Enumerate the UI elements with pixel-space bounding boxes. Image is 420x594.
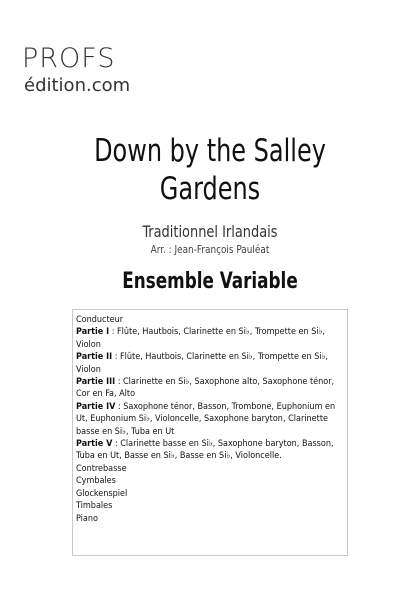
part-timbales: Timbales xyxy=(76,501,113,512)
part-1 xyxy=(76,326,345,351)
part-2-label: Partie II xyxy=(76,352,113,363)
logo-edition-text: édition.com xyxy=(24,75,131,96)
publisher-logo xyxy=(22,44,162,106)
part-3-label: Partie III xyxy=(76,377,116,388)
score-title xyxy=(29,132,390,208)
part-3 xyxy=(76,376,345,401)
part-4-instruments: : Saxophone ténor, Basson, Trombone, Euphonium en Ut, Euphonium Si♭, Violoncelle, Saxophone baryton, Clarinette basse en Si♭, Tuba en Ut xyxy=(76,401,336,437)
part-5 xyxy=(76,438,345,463)
part-4 xyxy=(76,401,345,438)
arranger-credit: Arr. : Jean-François Pauléat xyxy=(150,243,270,256)
part-5-label: Partie V xyxy=(76,439,113,450)
logo-profs-text: PROFS xyxy=(22,43,116,74)
parts-list xyxy=(72,309,348,556)
part-5-instruments: : Clarinette basse en Si♭, Saxophone baryton, Basson, Tuba en Ut, Basse en Si♭, Basse en Si♭, Violoncelle. xyxy=(76,439,334,462)
score-title-line-1: Down by the Salley xyxy=(94,133,326,169)
part-glockenspiel: Glockenspiel xyxy=(76,488,128,499)
score-title-line-2: Gardens xyxy=(159,171,261,207)
part-conducteur: Conducteur xyxy=(76,315,124,325)
part-piano: Piano xyxy=(76,513,98,524)
part-1-instruments: : Flûte, Hautbois, Clarinette en Si♭, Trompette en Si♭, Violon xyxy=(76,327,325,350)
part-3-instruments: : Clarinette en Si♭, Saxophone alto, Saxophone ténor, Cor en Fa, Alto xyxy=(76,377,335,400)
part-cymbales: Cymbales xyxy=(76,476,116,487)
part-2-instruments: : Flûte, Hautbois, Clarinette en Si♭, Trompette en Si♭, Violon xyxy=(76,352,328,375)
part-contrebasse: Contrebasse xyxy=(76,463,127,474)
part-4-label: Partie IV xyxy=(76,401,116,412)
composer-origin: Traditionnel Irlandais xyxy=(142,222,278,241)
part-2 xyxy=(76,351,345,376)
part-1-label: Partie I xyxy=(76,327,110,338)
ensemble-type: Ensemble Variable xyxy=(122,269,298,294)
